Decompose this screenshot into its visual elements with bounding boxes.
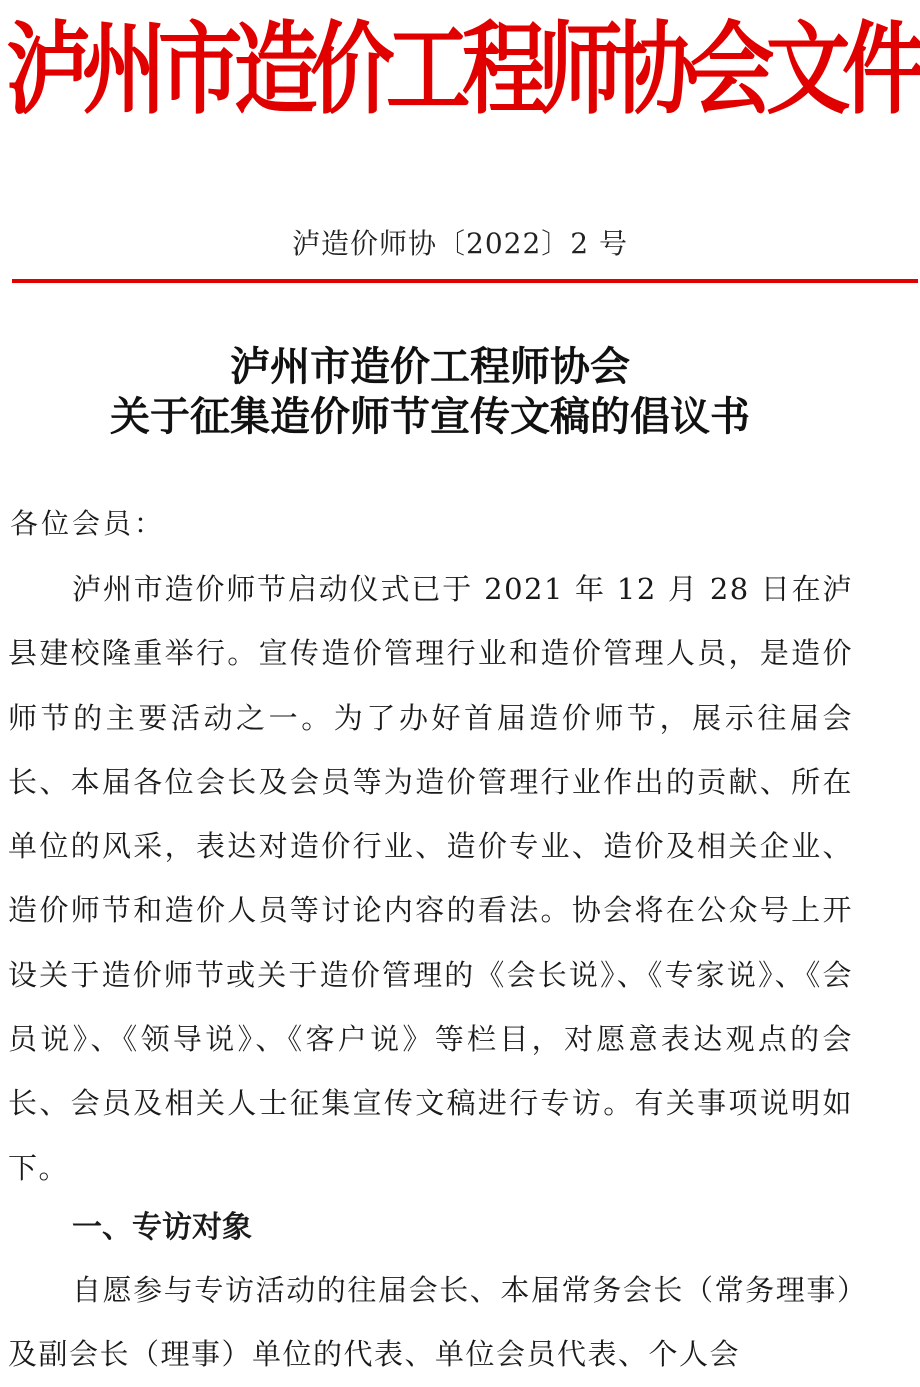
body-paragraph-2: 自愿参与专访活动的往届会长、本届常务会长（常务理事）及副会长（理事）单位的代表、单位会员代表、个人会 [8,1273,853,1372]
header-divider [12,279,918,283]
salutation: 各位会员： [10,507,166,540]
section-heading-1: 一、专访对象 [72,1210,252,1245]
title-line-2: 关于征集造价师节宣传文稿的倡议书 [110,394,750,440]
masthead-title: 泸州市造价工程师协会文件 [6,11,918,128]
body-paragraph-1: 泸州市造价师节启动仪式已于 2021 年 12 月 28 日在泸县建校隆重举行。宣传造价管理行业和造价管理人员，是造价师节的主要活动之一。为了办好首届造价师节，展示往届会长、本届各位会长及会员等为造价管理行业作出的贡献、所在单位的风采，表达对造价行业、造价专业、造价及相关企业、造价师节和造价人员等讨论内容的看法。协会将在公众号上开设关于造价师节或关于造价管理的《会长说》、《专家说》、《会员说》、《领导说》、《客户说》等栏目，对愿意表达观点的会长、会员及相关人士征集宣传文稿进行专访。有关事项说明如下。 [8,572,853,1185]
title-line-1: 泸州市造价工程师协会 [230,344,630,390]
document-number: 泸造价师协〔2022〕2 号 [292,227,628,260]
